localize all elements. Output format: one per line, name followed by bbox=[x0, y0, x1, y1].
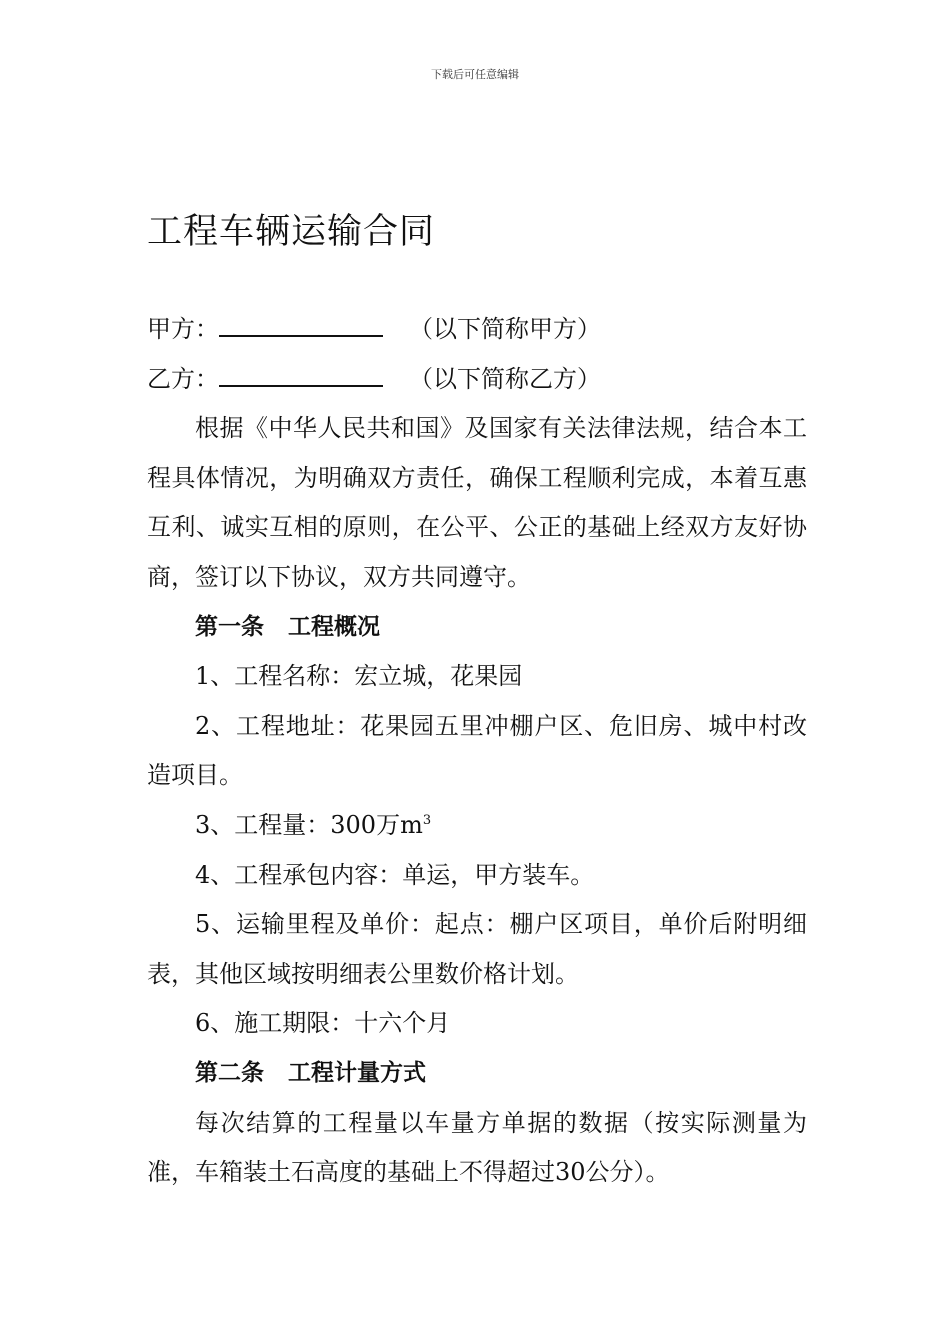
item-project-address: 2、工程地址：花果园五里冲棚户区、危旧房、城中村改造项目。 bbox=[147, 711, 807, 790]
document-title: 工程车辆运输合同 bbox=[147, 212, 436, 252]
header-note: 下载后可任意编辑 bbox=[431, 68, 519, 81]
quantity-unit-superscript: 3 bbox=[422, 812, 432, 828]
party-b-blank bbox=[219, 363, 383, 387]
item-construction-period: 6、施工期限：十六个月 bbox=[195, 1009, 451, 1038]
article-1-title: 工程概况 bbox=[288, 613, 380, 640]
contract-body bbox=[147, 305, 807, 1198]
party-a-line bbox=[147, 305, 807, 355]
article-2-text: 每次结算的工程量以车量方单据的数据（按实际测量为准，车箱装土石高度的基础上不得超过30公分）。 bbox=[147, 1108, 807, 1187]
item-contract-content: 4、工程承包内容：单运，甲方装车。 bbox=[195, 860, 595, 889]
item-mileage-price: 5、运输里程及单价：起点：棚户区项目，单价后附明细表，其他区域按明细表公里数价格计划。 bbox=[147, 910, 807, 988]
party-a-label: 甲方： bbox=[147, 315, 219, 343]
item-project-quantity bbox=[147, 801, 807, 851]
article-2-heading bbox=[147, 1049, 807, 1099]
quantity-text: 3、工程量：300万m bbox=[195, 810, 423, 839]
party-a-note: （以下简称甲方） bbox=[409, 315, 601, 343]
party-b-line bbox=[147, 355, 807, 405]
party-b-label: 乙方： bbox=[147, 364, 219, 393]
party-b-note: （以下简称乙方） bbox=[409, 364, 601, 393]
article-1-number: 第一条 bbox=[195, 613, 264, 640]
article-2-title: 工程计量方式 bbox=[288, 1059, 426, 1086]
article-2-number: 第二条 bbox=[195, 1059, 264, 1086]
party-a-blank bbox=[219, 313, 383, 337]
intro-paragraph: 根据《中华人民共和国》及国家有关法律法规，结合本工程具体情况，为明确双方责任，确保工程顺利完成，本着互惠互利、诚实互相的原则，在公平、公正的基础上经双方友好协商，签订以下协议，双方共同遵守。 bbox=[147, 414, 807, 591]
item-project-name: 1、工程名称：宏立城，花果园 bbox=[195, 662, 523, 691]
article-1-heading bbox=[147, 603, 807, 653]
